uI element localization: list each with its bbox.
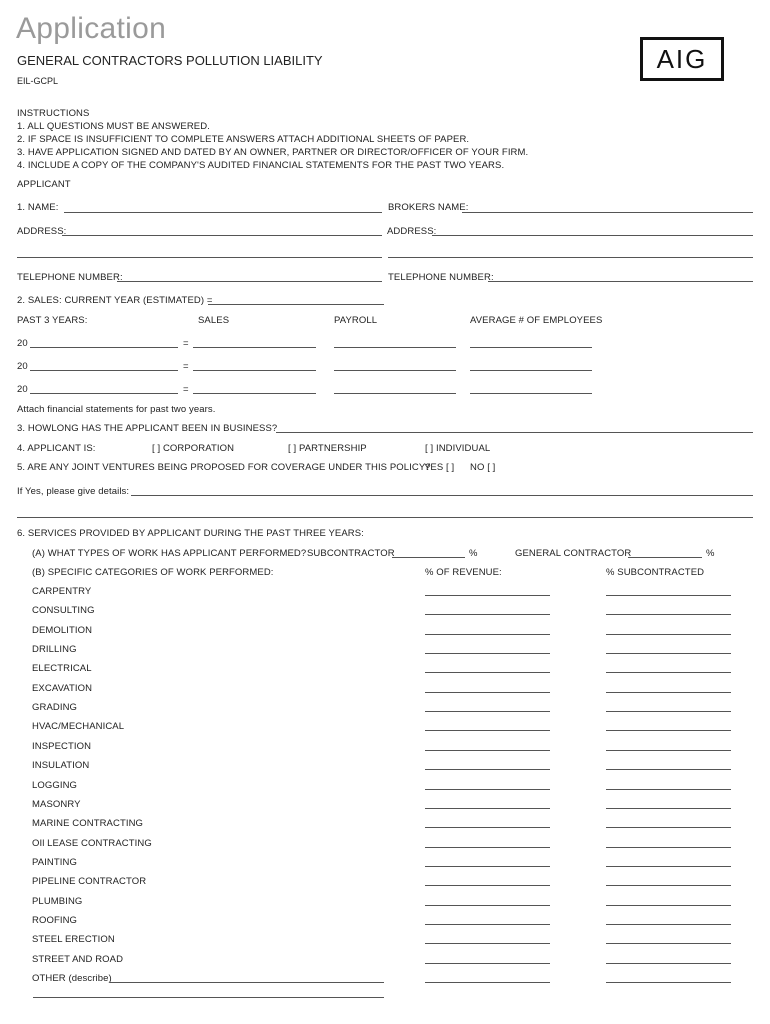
- year-prefix: 20: [17, 361, 28, 372]
- work-category-label: GRADING: [32, 702, 78, 713]
- work-category-label: PIPELINE CONTRACTOR: [32, 876, 147, 887]
- subcontracted-pct-field[interactable]: [606, 808, 731, 809]
- aig-logo: AIG: [640, 37, 724, 81]
- work-category-label: ELECTRICAL: [32, 663, 92, 674]
- broker-telephone-label: TELEPHONE NUMBER:: [388, 272, 494, 283]
- subcontracted-pct-field[interactable]: [606, 789, 731, 790]
- q6-label: 6. SERVICES PROVIDED BY APPLICANT DURING THE PAST THREE YEARS:: [17, 528, 364, 539]
- work-category-label: STREET AND ROAD: [32, 954, 124, 965]
- work-category-label: LOGGING: [32, 780, 78, 791]
- work-category-label: CARPENTRY: [32, 586, 92, 597]
- revenue-column-header: % OF REVENUE:: [425, 567, 502, 578]
- subcontracted-pct-field[interactable]: [606, 827, 731, 828]
- years-in-business-field[interactable]: [276, 432, 753, 433]
- form-subtitle: GENERAL CONTRACTORS POLLUTION LIABILITY: [17, 53, 323, 68]
- revenue-pct-field[interactable]: [425, 827, 550, 828]
- address-label: ADDRESS:: [17, 226, 67, 237]
- subcontracted-pct-field[interactable]: [606, 692, 731, 693]
- subcontracted-column-header: % SUBCONTRACTED: [606, 567, 705, 578]
- telephone-field[interactable]: [117, 281, 382, 282]
- subcontracted-pct-field[interactable]: [606, 866, 731, 867]
- work-category-label: EXCAVATION: [32, 683, 93, 694]
- corporation-checkbox[interactable]: [ ] CORPORATION: [152, 443, 235, 454]
- employees-field[interactable]: [470, 370, 592, 371]
- q6a-label: (A) WHAT TYPES OF WORK HAS APPLICANT PERFORMED?: [32, 548, 307, 559]
- general-contractor-pct-field[interactable]: [628, 557, 702, 558]
- revenue-pct-field[interactable]: [425, 905, 550, 906]
- revenue-pct-field[interactable]: [425, 963, 550, 964]
- broker-telephone-field[interactable]: [488, 281, 753, 282]
- revenue-pct-field[interactable]: [425, 924, 550, 925]
- payroll-column-header: PAYROLL: [334, 315, 378, 326]
- work-category-label: OIl LEASE CONTRACTING: [32, 838, 152, 849]
- broker-address-field[interactable]: [432, 235, 753, 236]
- broker-address-field-line-2[interactable]: [388, 257, 753, 258]
- revenue-pct-field[interactable]: [425, 692, 550, 693]
- revenue-pct-field[interactable]: [425, 730, 550, 731]
- q5-label: 5. ARE ANY JOINT VENTURES BEING PROPOSED FOR COVERAGE UNDER THIS POLICY?: [17, 462, 431, 473]
- address-field[interactable]: [62, 235, 382, 236]
- other-describe-field-line-2[interactable]: [33, 997, 384, 998]
- details-field-line-2[interactable]: [17, 517, 753, 518]
- year-field[interactable]: [30, 393, 178, 394]
- revenue-pct-field[interactable]: [425, 789, 550, 790]
- work-category-label: PAINTING: [32, 857, 77, 868]
- address-field-line-2[interactable]: [17, 257, 382, 258]
- work-category-label: INSPECTION: [32, 741, 92, 752]
- subcontracted-pct-field[interactable]: [606, 982, 731, 983]
- instruction-4: 4. INCLUDE A COPY OF THE COMPANY'S AUDITED FINANCIAL STATEMENTS FOR THE PAST TWO YEARS.: [17, 160, 505, 171]
- equals-sign: =: [183, 361, 189, 372]
- work-category-label: MARINE CONTRACTING: [32, 818, 144, 829]
- percent-sign: %: [469, 548, 478, 559]
- current-sales-field[interactable]: [208, 304, 384, 305]
- equals-sign: =: [183, 384, 189, 395]
- work-category-label: DRILLING: [32, 644, 77, 655]
- employees-column-header: AVERAGE # OF EMPLOYEES: [470, 315, 603, 326]
- partnership-checkbox[interactable]: [ ] PARTNERSHIP: [288, 443, 367, 454]
- general-contractor-label: GENERAL CONTRACTOR: [515, 548, 632, 559]
- equals-sign: =: [183, 338, 189, 349]
- year-field[interactable]: [30, 347, 178, 348]
- brokers-name-field[interactable]: [462, 212, 753, 213]
- details-label: If Yes, please give details:: [17, 486, 130, 497]
- work-category-label: STEEL ERECTION: [32, 934, 115, 945]
- revenue-pct-field[interactable]: [425, 808, 550, 809]
- page-title: Application: [16, 12, 167, 45]
- revenue-pct-field[interactable]: [425, 595, 550, 596]
- subcontractor-pct-field[interactable]: [392, 557, 465, 558]
- details-field[interactable]: [131, 495, 753, 496]
- instruction-3: 3. HAVE APPLICATION SIGNED AND DATED BY AN OWNER, PARTNER OR DIRECTOR/OFFICER OF YOUR FIRM.: [17, 147, 529, 158]
- revenue-pct-field[interactable]: [425, 769, 550, 770]
- revenue-pct-field[interactable]: [425, 982, 550, 983]
- subcontractor-label: SUBCONTRACTOR: [307, 548, 395, 559]
- revenue-pct-field[interactable]: [425, 634, 550, 635]
- subcontracted-pct-field[interactable]: [606, 750, 731, 751]
- subcontracted-pct-field[interactable]: [606, 730, 731, 731]
- name-label: 1. NAME:: [17, 202, 59, 213]
- subcontracted-pct-field[interactable]: [606, 614, 731, 615]
- year-field[interactable]: [30, 370, 178, 371]
- sales-field[interactable]: [193, 370, 316, 371]
- sales-label: 2. SALES: CURRENT YEAR (ESTIMATED) =: [17, 295, 213, 306]
- subcontracted-pct-field[interactable]: [606, 634, 731, 635]
- work-category-label: INSULATION: [32, 760, 90, 771]
- broker-address-label: ADDRESS:: [387, 226, 437, 237]
- sales-field[interactable]: [193, 347, 316, 348]
- financial-note: Attach financial statements for past two years.: [17, 404, 216, 415]
- work-category-label: ROOFING: [32, 915, 78, 926]
- instruction-2: 2. IF SPACE IS INSUFFICIENT TO COMPLETE ANSWERS ATTACH ADDITIONAL SHEETS OF PAPER.: [17, 134, 470, 145]
- employees-field[interactable]: [470, 347, 592, 348]
- subcontracted-pct-field[interactable]: [606, 672, 731, 673]
- sales-field[interactable]: [193, 393, 316, 394]
- sales-column-header: SALES: [198, 315, 230, 326]
- subcontracted-pct-field[interactable]: [606, 653, 731, 654]
- jv-yes-checkbox[interactable]: YES [ ]: [424, 462, 455, 473]
- revenue-pct-field[interactable]: [425, 943, 550, 944]
- revenue-pct-field[interactable]: [425, 653, 550, 654]
- subcontracted-pct-field[interactable]: [606, 943, 731, 944]
- revenue-pct-field[interactable]: [425, 711, 550, 712]
- subcontracted-pct-field[interactable]: [606, 963, 731, 964]
- instructions-heading: INSTRUCTIONS: [17, 108, 90, 119]
- q3-label: 3. HOWLONG HAS THE APPLICANT BEEN IN BUSINESS?: [17, 423, 278, 434]
- name-field[interactable]: [64, 212, 382, 213]
- individual-checkbox[interactable]: [ ] INDIVIDUAL: [425, 443, 491, 454]
- other-describe-field[interactable]: [110, 982, 384, 983]
- subcontracted-pct-field[interactable]: [606, 905, 731, 906]
- q4-label: 4. APPLICANT IS:: [17, 443, 96, 454]
- instruction-1: 1. ALL QUESTIONS MUST BE ANSWERED.: [17, 121, 210, 132]
- subcontracted-pct-field[interactable]: [606, 885, 731, 886]
- payroll-field[interactable]: [334, 370, 456, 371]
- work-category-label: CONSULTING: [32, 605, 95, 616]
- revenue-pct-field[interactable]: [425, 866, 550, 867]
- work-category-label: PLUMBING: [32, 896, 83, 907]
- percent-sign: %: [706, 548, 715, 559]
- revenue-pct-field[interactable]: [425, 847, 550, 848]
- jv-no-checkbox[interactable]: NO [ ]: [470, 462, 496, 473]
- work-category-label: HVAC/MECHANICAL: [32, 721, 125, 732]
- revenue-pct-field[interactable]: [425, 750, 550, 751]
- year-prefix: 20: [17, 384, 28, 395]
- applicant-heading: APPLICANT: [17, 179, 71, 190]
- subcontracted-pct-field[interactable]: [606, 711, 731, 712]
- revenue-pct-field[interactable]: [425, 672, 550, 673]
- subcontracted-pct-field[interactable]: [606, 595, 731, 596]
- q6b-label: (B) SPECIFIC CATEGORIES OF WORK PERFORMED:: [32, 567, 274, 578]
- brokers-name-label: BROKERS NAME:: [388, 202, 469, 213]
- form-code: EIL-GCPL: [17, 76, 59, 86]
- subcontracted-pct-field[interactable]: [606, 924, 731, 925]
- employees-field[interactable]: [470, 393, 592, 394]
- payroll-field[interactable]: [334, 393, 456, 394]
- year-prefix: 20: [17, 338, 28, 349]
- work-category-label: MASONRY: [32, 799, 81, 810]
- work-category-label: DEMOLITION: [32, 625, 93, 636]
- work-category-label: OTHER (describe): [32, 973, 112, 984]
- subcontracted-pct-field[interactable]: [606, 769, 731, 770]
- revenue-pct-field[interactable]: [425, 885, 550, 886]
- revenue-pct-field[interactable]: [425, 614, 550, 615]
- telephone-label: TELEPHONE NUMBER:: [17, 272, 123, 283]
- past-years-label: PAST 3 YEARS:: [17, 315, 88, 326]
- subcontracted-pct-field[interactable]: [606, 847, 731, 848]
- payroll-field[interactable]: [334, 347, 456, 348]
